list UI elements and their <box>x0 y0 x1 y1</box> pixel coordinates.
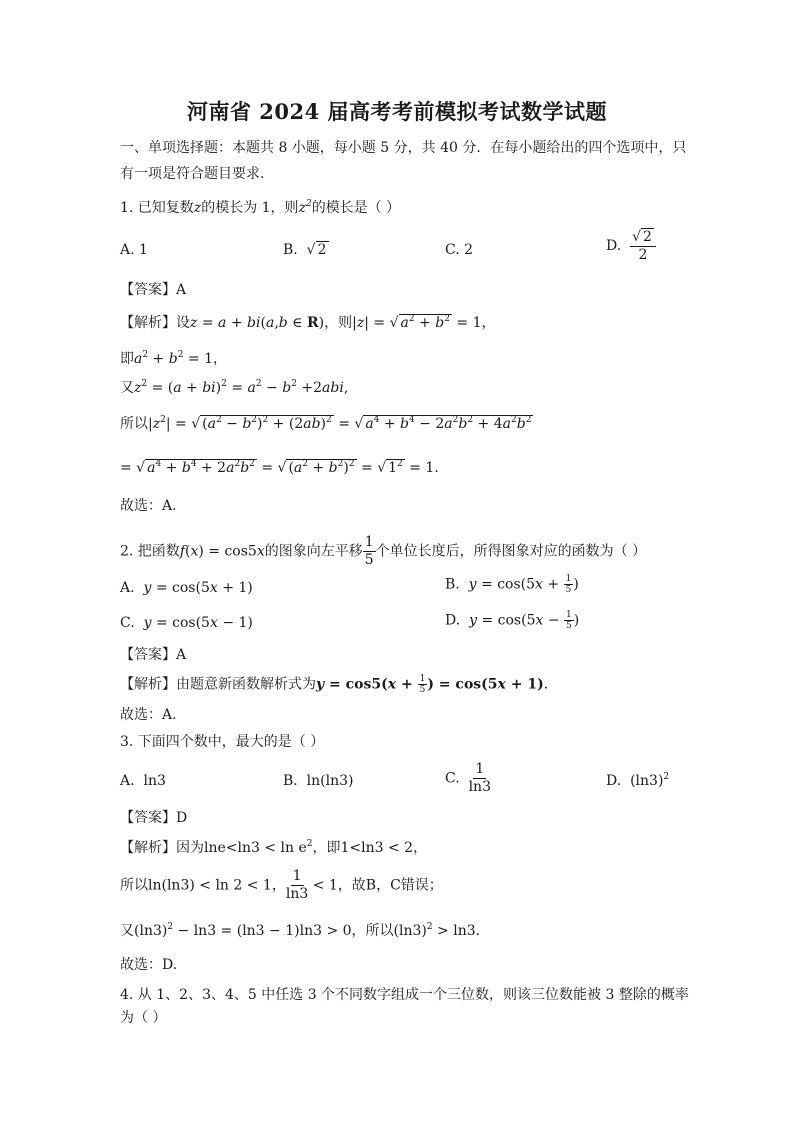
q2-stem: 2. 把函数f(x) = cos5x的图象向左平移 $\frac{1}{5}$ 个单位长度后，所得图象对应的函数为（ ） <box>120 534 647 568</box>
q1-option-b[interactable]: B. √ 2 <box>283 242 327 258</box>
q2-option-d[interactable]: D. y = cos(5x − $\frac{1}{5}$ ) <box>445 610 580 631</box>
q1-option-c[interactable]: C. 2 <box>445 242 474 258</box>
q2-conclusion: 故选：A. <box>120 707 177 723</box>
q1-conclusion: 故选：A. <box>120 498 177 514</box>
q2-answer: 【答案】A <box>120 647 187 663</box>
q3-option-a[interactable]: A. ln3 <box>120 773 166 789</box>
q1-analysis-line4: 所以$|z^2|$ = √ $(a^2 - b^2)^2 + (2ab)^2$ = √ $a^4 + b^4 - 2a^2b^2 + 4a^2b^2$ <box>120 415 532 432</box>
q1-option-d[interactable]: D. $\frac{√ 2}{2}$ <box>606 228 656 264</box>
q1-analysis-line2: 即$a^2 + b^2 = 1$， <box>120 350 227 367</box>
q3-analysis-line1: 【解析】因为$\ln e<\ln 3 < \ln e^2$，即1<ln3 < 2， <box>120 839 428 856</box>
q4-stem-line2: 为（ ） <box>120 1010 167 1026</box>
page-title: 河南省 2024 届高考考前模拟考试数学试题 <box>186 99 608 124</box>
q3-answer: 【答案】D <box>120 810 188 826</box>
q3-option-b[interactable]: B. ln(ln3) <box>283 773 354 789</box>
q3-stem: 3. 下面四个数中，最大的是（ ） <box>120 734 325 750</box>
q3-option-c[interactable]: C. $\frac{1}{\ln 3}$ <box>445 761 491 795</box>
q1-option-a[interactable]: A. 1 <box>120 242 148 258</box>
q1-analysis-line5: = √ $a^4 + b^4 + 2a^2b^2$ = √ $(a^2 + b^2)^2$ = √ $1^2 = 1$. <box>120 459 439 476</box>
q2-option-b[interactable]: B. y = cos(5x + $\frac{1}{5}$ ) <box>445 574 579 595</box>
q3-conclusion: 故选：D. <box>120 957 178 973</box>
q2-option-c[interactable]: C. y = cos(5x − 1) <box>120 615 253 631</box>
q1-stem: 1. 已知复数z的模长为 1，则$z^2$的模长是（ ） <box>120 199 401 216</box>
q2-analysis: 【解析】由题意新函数解析式为y = cos5(x + $\frac{1}{5}$ ) = cos(5x + 1). <box>120 674 549 695</box>
q3-analysis-line3: 又$(\ln 3)^2 - \ln 3 = (\ln 3 - 1)\ln 3 > 0$，所以$(\ln 3)^2 > \ln 3$. <box>120 922 481 939</box>
q2-option-a[interactable]: A. y = cos(5x + 1) <box>120 580 253 596</box>
q1-analysis-line3: 又$z^2 = (a + bi)^2 = a^2 - b^2 +2abi$, <box>120 379 349 396</box>
section-header-line1: 一、单项选择题：本题共 8 小题，每小题 5 分，共 40 分．在每小题给出的四个选项中，只 <box>120 140 687 156</box>
q1-analysis-line1: 【解析】设z = a + bi(a,b ∈ R)，则|z| = √ $a^2 + b^2 = 1$， <box>120 314 496 331</box>
section-header-line2: 有一项是符合题目要求． <box>120 166 274 182</box>
q1-answer: 【答案】A <box>120 282 187 298</box>
q3-analysis-line2: 所以ln(ln3) < ln 2 < 1， $\frac{1}{\ln 3}$ < 1，故B，C错误； <box>120 868 443 902</box>
q4-stem-line1: 4. 从 1、2、3、4、5 中任选 3 个不同数字组成一个三位数，则该三位数能被 3 整除的概率 <box>120 987 689 1003</box>
q3-option-d[interactable]: D. $(\ln 3)^2$ <box>606 772 670 789</box>
